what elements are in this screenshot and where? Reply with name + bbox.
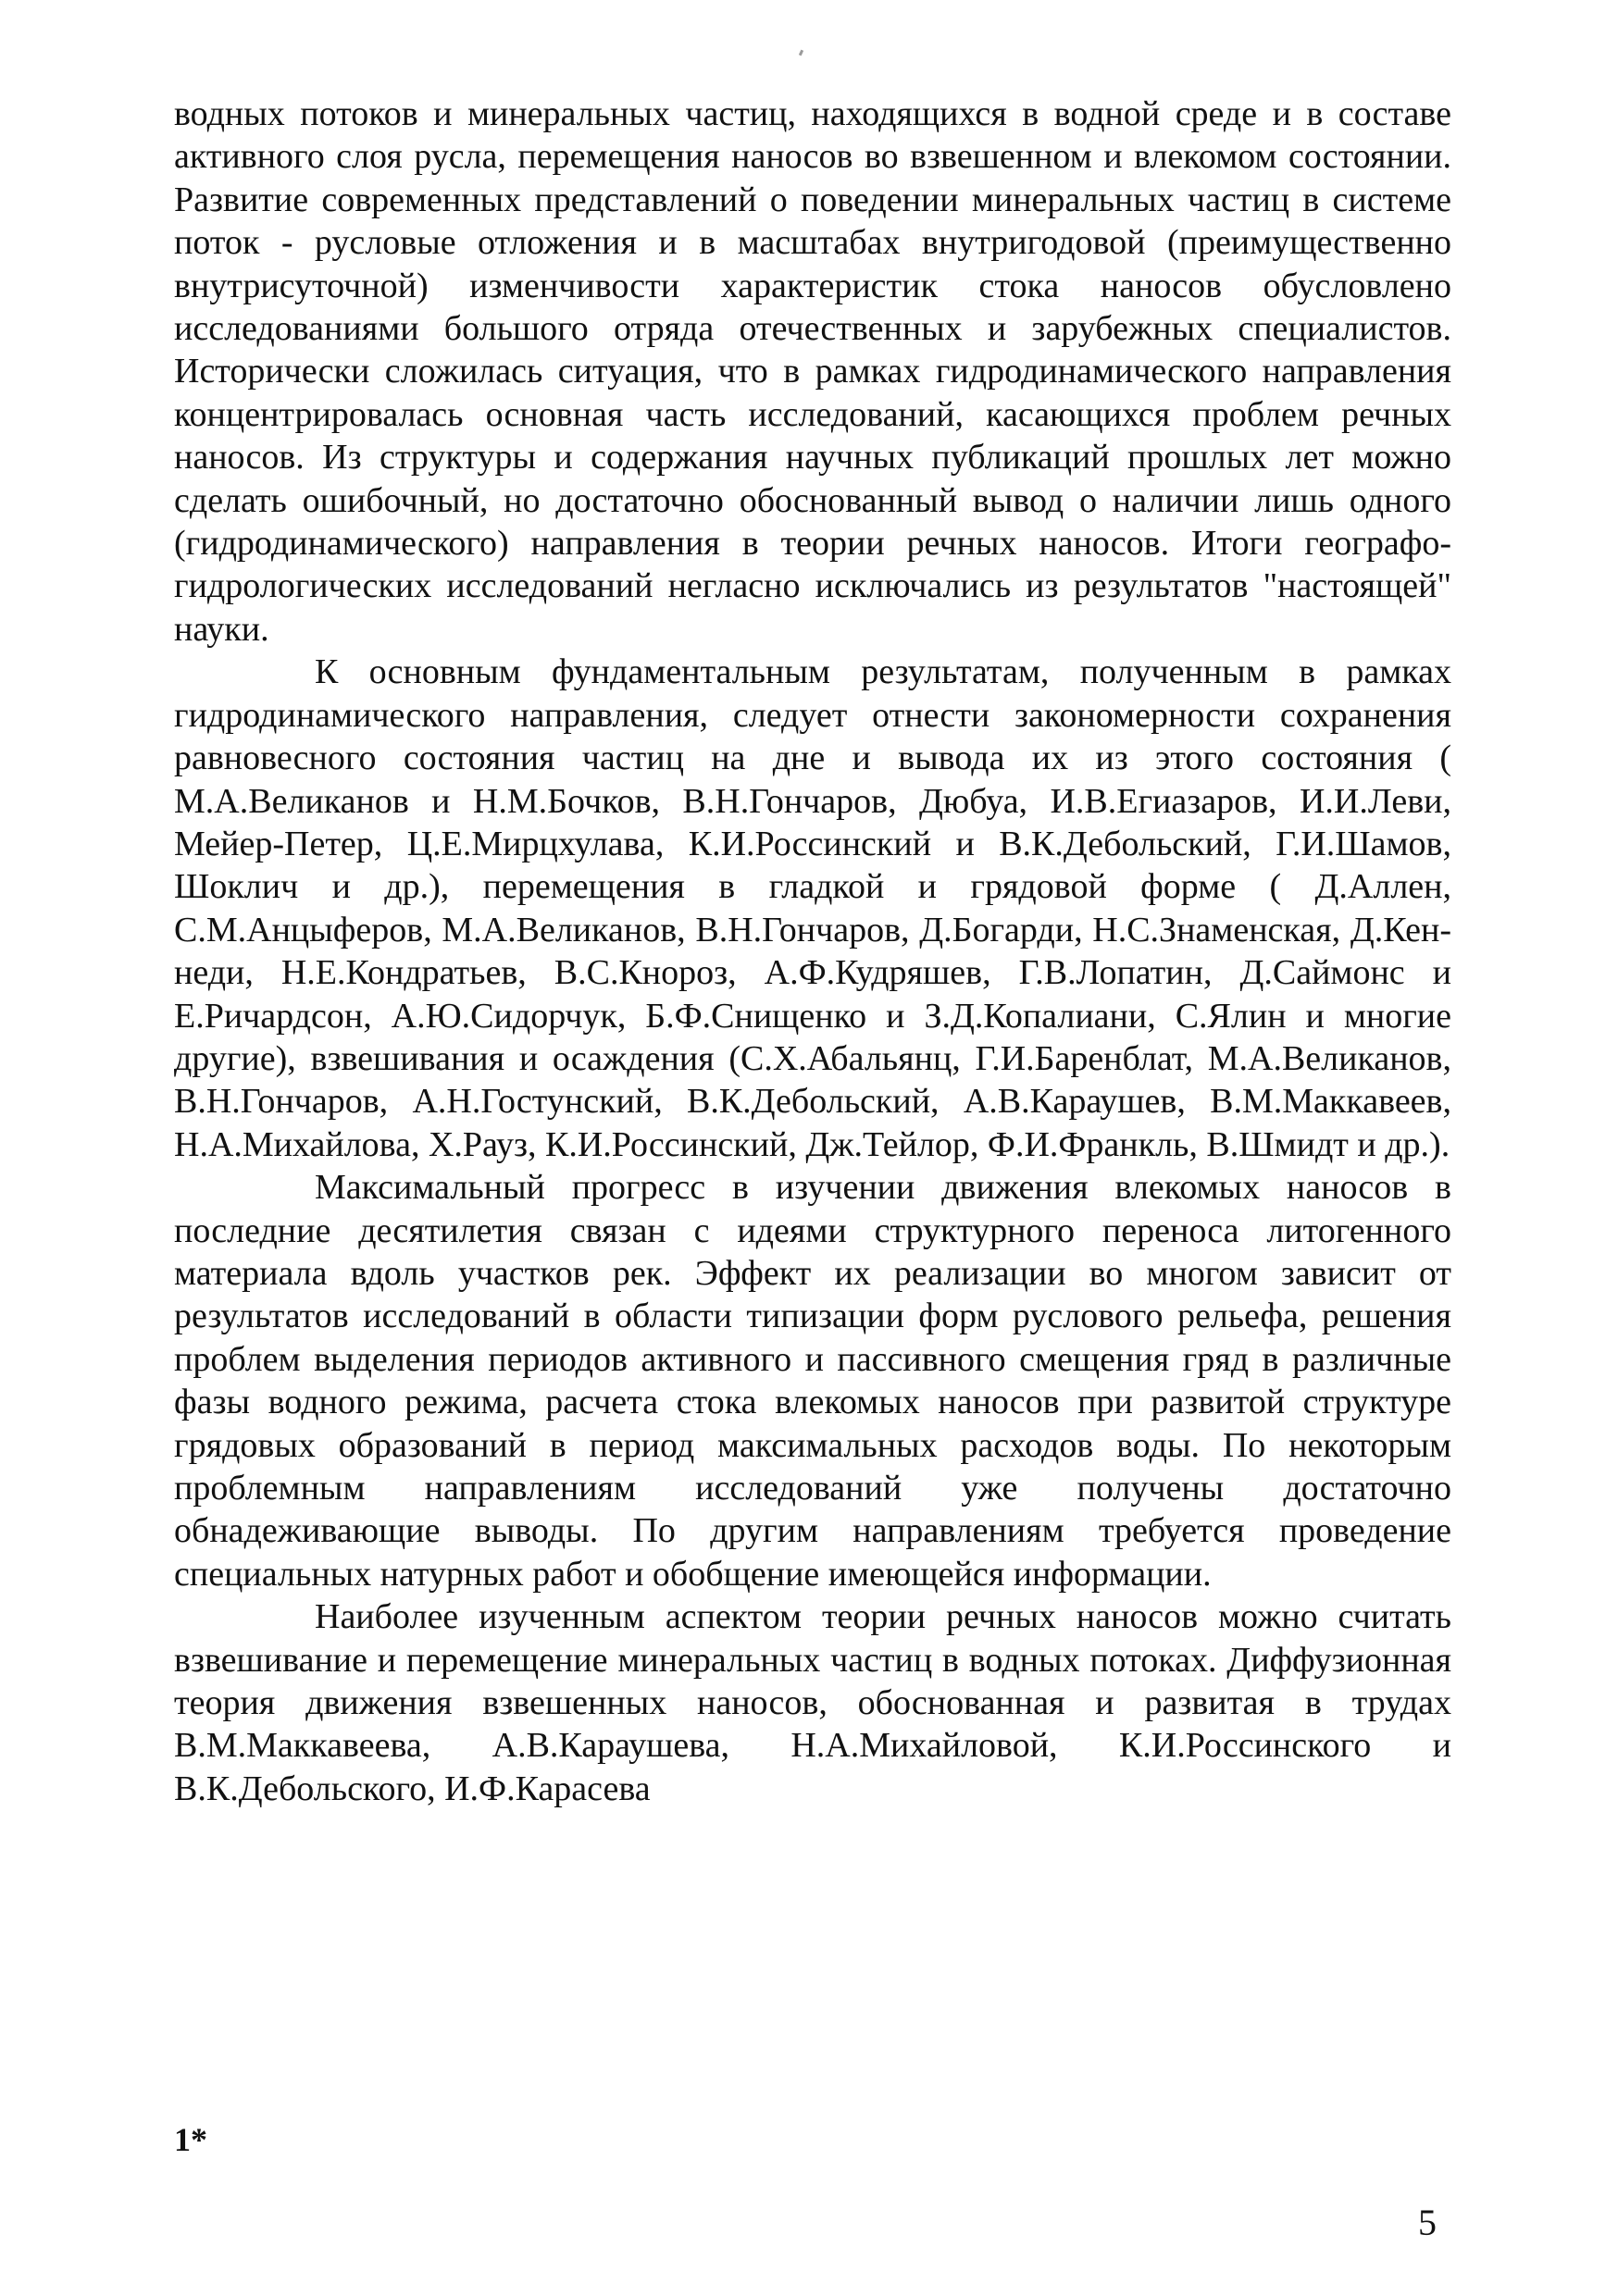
paragraph-hydrodynamic-results: К основным фундаментальным результатам, полученным в рамках гидродинамического направления, следует отнести закономерности сохранения равновесного состояния частиц на дне и вывода их из этого состояния ( М.А.Великанов и Н.М.Бочков, В.Н.Гончаров, Дюбуа, И.В.Егиазаров, И.И.Леви, Мейер-Петер, Ц.Е.Мирцхулава, К.И.Россинский и В.К.Дебольский, Г.И.Шамов, Шоклич и др.), перемещения в гладкой и грядовой форме ( Д.Аллен, С.М.Анцыферов, М.А.Великанов, В.Н.Гончаров, Д.Богарди, Н.С.Знаменская, Д.Кеннеди, Н.Е.Кондратьев, В.С.Кнороз, А.Ф.Кудряшев, Г.В.Лопатин, Д.Саймонс и Е.Ричардсон, А.Ю.Сидорчук, Б.Ф.Снищенко и З.Д.Копалиани, С.Ялин и многие другие), взвешивания и осаждения (С.Х.Абальянц, Г.И.Баренблат, М.А.Великанов, В.Н.Гончаров, А.Н.Гостунский, В.К.Дебольский, А.В.Караушев, В.М.Маккавеев, Н.А.Михайлова, Х.Рауз, К.И.Россинский, Дж.Тейлор, Ф.И.Франкль, В.Шмидт и др.). [174, 652, 1451, 1164]
signature-mark: 1* [174, 2121, 207, 2158]
scan-speck [799, 50, 803, 56]
paragraph-bedload-progress: Максимальный прогресс в изучении движения влекомых наносов в последние десятилетия связан с идеями структурного переноса литогенного материала вдоль участков рек. Эффект их реализации во многом зависит от результатов исследований в области типизации форм руслового рельефа, решения проблем выделения периодов активного и пассивного смещения гряд в различные фазы водного режима, расчета стока влекомых наносов при развитой структуре грядовых образований в период максимальных расходов воды. По некоторым проблемным направлениям исследований уже получены достаточно обнадеживающие выводы. По другим направлениям требуется проведение специальных натурных работ и обобщение имеющейся информации. [174, 1168, 1451, 1594]
page-number: 5 [1418, 2202, 1437, 2243]
body-text [174, 93, 1451, 1810]
paragraph-suspended-sediment: Наиболее изученным аспектом теории речных наносов можно считать взвешивание и перемещение минеральных частиц в водных потоках. Диффузионная теория движения взвешенных наносов, обоснованная и развитая в трудах В.М.Маккавеева, А.В.Караушева, Н.А.Михайловой, К.И.Россинского и В.К.Дебольского, И.Ф.Карасева [174, 1597, 1451, 1808]
paragraph-continuation: водных потоков и минеральных частиц, находящихся в водной среде и в составе активного слоя русла, перемещения наносов во взвешенном и влекомом состоянии. Развитие современных представлений о поведении минеральных частиц в системе поток - русловые отложения и в масштабах внутригодовой (преимущественно внутрисуточной) изменчивости характеристик стока наносов обусловлено исследованиями большого отряда отечественных и зарубежных специалистов. Исторически сложилась ситуация, что в рамках гидродинамического направления концентрировалась основная часть исследований, касающихся проблем речных наносов. Из структуры и содержания научных публикаций прошлых лет можно сделать ошибочный, но достаточно обоснованный вывод о наличии лишь одного (гидродинамического) направления в теории речных наносов. Итоги географо-гидрологических исследований негласно исключались из результатов "настоящей" науки. [174, 94, 1451, 649]
